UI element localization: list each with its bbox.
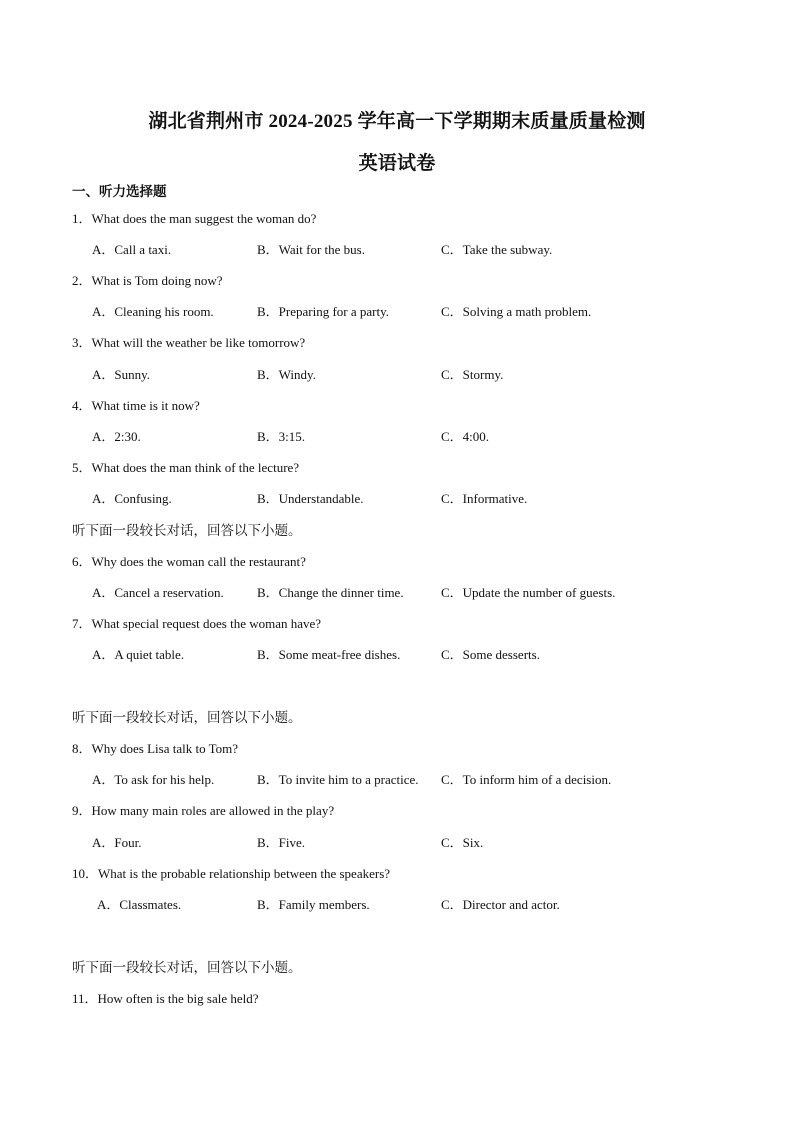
question-7-stem: 7．What special request does the woman have? (72, 616, 322, 631)
long-dialogue-instruction: 听下面一段较长对话，回答以下小题。 (72, 523, 302, 538)
question-4-option-c: C．4:00. (441, 429, 490, 444)
question-7-option-b: B．Some meat-free dishes. (257, 647, 401, 662)
long-dialogue-instruction: 听下面一段较长对话，回答以下小题。 (72, 710, 302, 725)
question-1-option-b: B．Wait for the bus. (257, 242, 365, 257)
question-10-stem: 10．What is the probable relationship between the speakers? (72, 866, 391, 881)
question-8-option-a: A．To ask for his help. (92, 772, 215, 787)
question-6-option-a: A．Cancel a reservation. (92, 585, 224, 600)
question-4-option-a: A．2:30. (92, 429, 141, 444)
question-6-option-c: C．Update the number of guests. (441, 585, 616, 600)
question-9-option-a: A．Four. (92, 835, 142, 850)
question-1-option-c: C．Take the subway. (441, 242, 553, 257)
question-2-option-c: C．Solving a math problem. (441, 304, 592, 319)
question-2-option-b: B．Preparing for a party. (257, 304, 390, 319)
question-2-option-a: A．Cleaning his room. (92, 304, 214, 319)
question-10-option-a: A．Classmates. (97, 897, 182, 912)
question-5-option-a: A．Confusing. (92, 491, 172, 506)
question-9-stem: 9．How many main roles are allowed in the play? (72, 803, 335, 818)
question-8-option-b: B．To invite him to a practice. (257, 772, 419, 787)
question-4-stem: 4．What time is it now? (72, 398, 200, 413)
question-10-option-b: B．Family members. (257, 897, 370, 912)
long-dialogue-instruction: 听下面一段较长对话，回答以下小题。 (72, 960, 302, 975)
question-3-option-a: A．Sunny. (92, 367, 151, 382)
question-8-option-c: C．To inform him of a decision. (441, 772, 612, 787)
question-3-option-b: B．Windy. (257, 367, 316, 382)
question-7-option-c: C．Some desserts. (441, 647, 540, 662)
question-10-option-c: C．Director and actor. (441, 897, 560, 912)
question-3-option-c: C．Stormy. (441, 367, 504, 382)
question-5-option-c: C．Informative. (441, 491, 528, 506)
question-1-option-a: A．Call a taxi. (92, 242, 172, 257)
question-3-stem: 3．What will the weather be like tomorrow? (72, 335, 306, 350)
question-7-option-a: A．A quiet table. (92, 647, 185, 662)
question-5-option-b: B．Understandable. (257, 491, 364, 506)
page-subtitle: 英语试卷 (358, 153, 436, 174)
page-title: 湖北省荆州市 2024-2025 学年高一下学期期末质量质量检测 (148, 111, 646, 132)
question-8-stem: 8．Why does Lisa talk to Tom? (72, 741, 239, 756)
section-heading: 一、听力选择题 (72, 184, 167, 199)
question-11-stem: 11．How often is the big sale held? (72, 991, 259, 1006)
question-5-stem: 5．What does the man think of the lecture? (72, 460, 300, 475)
question-9-option-b: B．Five. (257, 835, 306, 850)
question-9-option-c: C．Six. (441, 835, 484, 850)
question-6-option-b: B．Change the dinner time. (257, 585, 404, 600)
question-2-stem: 2．What is Tom doing now? (72, 273, 223, 288)
question-1-stem: 1．What does the man suggest the woman do? (72, 211, 317, 226)
question-6-stem: 6．Why does the woman call the restaurant? (72, 554, 306, 569)
question-4-option-b: B．3:15. (257, 429, 306, 444)
